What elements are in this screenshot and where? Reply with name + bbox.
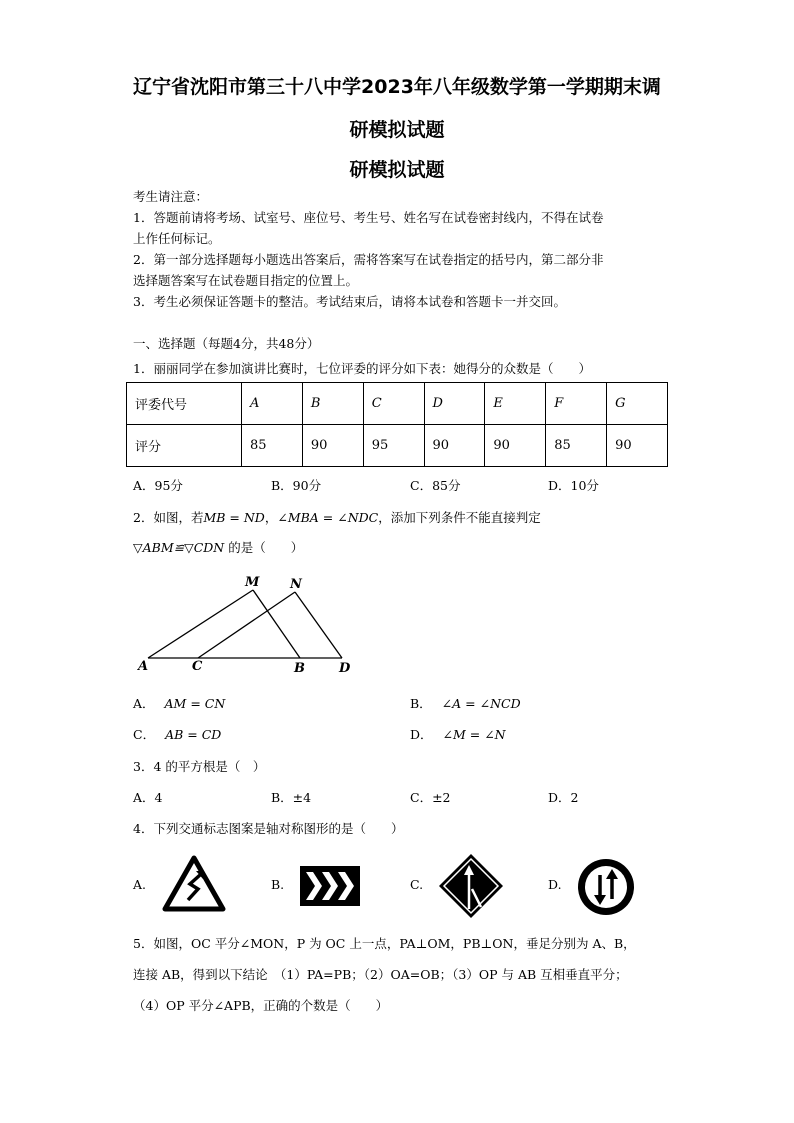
section-heading: 一、选择题（每题4分，共48分） <box>133 336 320 351</box>
table-cell: 90 <box>424 425 485 467</box>
table-cell: B <box>302 383 363 425</box>
label-a: A <box>138 659 149 674</box>
table-cell: 评委代号 <box>127 383 242 425</box>
table-cell: G <box>607 383 668 425</box>
page-title-line1: 辽宁省沈阳市第三十八中学2023年八年级数学第一学期期末调 <box>133 76 661 98</box>
q3-option-d: D．2 <box>548 790 579 805</box>
score-table <box>126 382 668 467</box>
chevron-direction-sign-icon <box>300 866 360 906</box>
table-cell: F <box>546 383 607 425</box>
q1-option-c: C．85分 <box>410 478 461 493</box>
q2-option-a-value: AM = CN <box>164 696 226 711</box>
label-n: N <box>290 577 302 592</box>
line-nd <box>295 592 342 658</box>
table-cell: 95 <box>363 425 424 467</box>
notice-item-1a: 1．答题前请将考场、试室号、座位号、考生号、姓名写在试卷密封线内，不得在试卷 <box>133 210 604 225</box>
table-cell: 85 <box>546 425 607 467</box>
q2-option-d-value: ∠M = ∠N <box>442 727 506 742</box>
merge-diamond-sign-icon <box>438 853 504 919</box>
table-cell: C <box>363 383 424 425</box>
q5-line1: 5．如图，OC 平分∠MON，P 为 OC 上一点，PA⊥OM，PB⊥ON，垂足分别为 A、B， <box>133 936 636 951</box>
table-cell: 90 <box>607 425 668 467</box>
q2-option-d-label: D． <box>410 727 433 742</box>
q2-stem2-b: 的是（ ） <box>224 540 304 555</box>
q2-stem-a: 2．如图，若 <box>133 510 204 525</box>
notice-item-1b: 上作任何标记。 <box>133 231 221 246</box>
q2-option-d <box>410 725 506 743</box>
q2-stem-c: ， <box>264 510 278 525</box>
q4-option-c-label: C. <box>410 877 424 892</box>
q2-figure <box>130 570 370 680</box>
q2-option-c <box>133 725 221 743</box>
q4-stem: 4．下列交通标志图案是轴对称图形的是（ ） <box>133 821 404 836</box>
q2-stem-e: ，添加下列条件不能直接判定 <box>378 510 541 525</box>
q2-option-a-label: A． <box>133 696 155 711</box>
q2-option-c-value: AB = CD <box>165 727 222 742</box>
notice-item-2b: 选择题答案写在试卷题目指定的位置上。 <box>133 273 359 288</box>
label-b: B <box>294 661 305 676</box>
q1-option-a: A．95分 <box>133 478 183 493</box>
table-cell: 90 <box>302 425 363 467</box>
q1-stem: 1．丽丽同学在参加演讲比赛时，七位评委的评分如下表：她得分的众数是（ ） <box>133 361 591 376</box>
q5-line3: （4）OP 平分∠APB，正确的个数是（ ） <box>133 998 389 1013</box>
q2-option-b <box>410 694 521 712</box>
line-cn <box>198 592 295 658</box>
q2-stem-d: ∠MBA = ∠NDC <box>277 510 379 525</box>
q2-stem-b: MB = ND <box>203 510 265 525</box>
notice-item-3: 3．考生必须保证答题卡的整洁。考试结束后，请将本试卷和答题卡一并交回。 <box>133 294 566 309</box>
page-title-line2: 研模拟试题 <box>349 119 445 141</box>
q2-option-b-label: B． <box>410 696 432 711</box>
q3-option-a: A．4 <box>133 790 163 805</box>
label-d: D <box>339 661 351 676</box>
notice-heading: 考生请注意： <box>133 189 209 204</box>
line-mb <box>253 590 300 658</box>
q2-stem-line2 <box>133 538 303 556</box>
q4-option-d-label: D. <box>548 877 562 892</box>
two-way-traffic-sign-icon <box>576 857 636 917</box>
table-row <box>127 425 668 467</box>
table-row <box>127 383 668 425</box>
page-title-line3: 研模拟试题 <box>349 159 445 181</box>
q3-stem: 3．4 的平方根是（ ） <box>133 759 266 774</box>
table-cell: D <box>424 383 485 425</box>
notice-item-2a: 2．第一部分选择题每小题选出答案后，需将答案写在试卷指定的括号内，第二部分非 <box>133 252 604 267</box>
q2-option-a <box>133 694 225 712</box>
table-cell: A <box>242 383 303 425</box>
q4-option-b-label: B. <box>271 877 285 892</box>
q2-option-b-value: ∠A = ∠NCD <box>441 696 521 711</box>
label-m: M <box>245 575 260 590</box>
q4-option-a-label: A. <box>133 877 147 892</box>
table-cell: 评分 <box>127 425 242 467</box>
q1-option-d: D．10分 <box>548 478 599 493</box>
road-curve-warning-sign-icon <box>162 855 226 913</box>
q2-stem <box>133 508 541 526</box>
table-cell: 85 <box>242 425 303 467</box>
q3-option-c: C．±2 <box>410 790 451 805</box>
line-am <box>148 590 253 658</box>
q2-congruence: ▽ABM≌▽CDN <box>133 540 225 555</box>
q2-option-c-label: C． <box>133 727 156 742</box>
table-cell: 90 <box>485 425 546 467</box>
q5-line2: 连接 AB，得到以下结论 （1）PA=PB；（2）OA=OB；（3）OP 与 AB 互相垂直平分； <box>133 967 628 982</box>
q1-option-b: B．90分 <box>271 478 322 493</box>
label-c: C <box>192 659 203 674</box>
table-cell: E <box>485 383 546 425</box>
q3-option-b: B．±4 <box>271 790 312 805</box>
